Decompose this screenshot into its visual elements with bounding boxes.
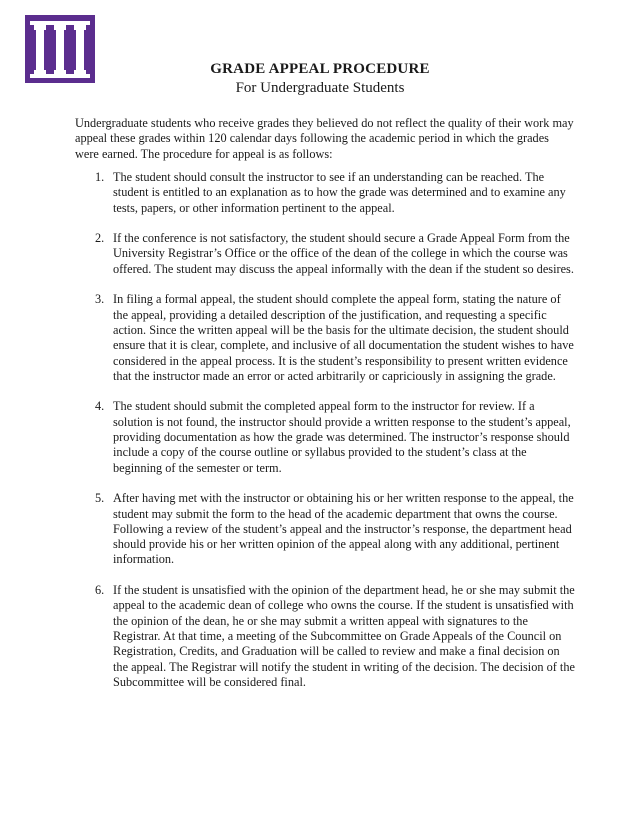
step-text: The student should consult the instructor to see if an understanding can be reached. The student is entitled to an explanation as to how the grade was determined and to examine any tests, papers, or other information pertinent to the appeal. [113,170,566,215]
step-number: 1. [95,170,105,184]
step-number: 3. [95,292,105,307]
step-text: If the conference is not satisfactory, the student should secure a Grade Appeal Form from the University Registrar’s Office or the office of the dean of the college in which the course was offered. The student may discuss the appeal informally with the dean if the student so desires. [113,231,574,276]
step-text: The student should submit the completed appeal form to the instructor for review. If a solution is not found, the instructor should provide a written response to the student’s appeal, providing documentation as how the grade was determined. The instructor’s response should include a copy of the course outline or syllabus provided to the student’s class at the beginning of the semester or term. [113,399,571,475]
procedure-step-2 [75,231,575,277]
page-subtitle: For Undergraduate Students [235,80,405,96]
procedure-step-5 [75,491,575,567]
step-number: 6. [95,583,105,598]
step-number: 4. [95,399,105,414]
procedure-step-6 [75,583,575,690]
title-block [0,60,640,97]
step-number: 5. [95,491,105,506]
step-number: 2. [95,231,105,246]
procedure-step-1 [75,170,575,216]
intro-paragraph: Undergraduate students who receive grades they believed do not reflect the quality of their work may appeal these grades within 120 calendar days following the academic period in which the grades were earned. The procedure for appeal is as follows: [75,116,574,161]
page-title: GRADE APPEAL PROCEDURE [210,61,430,77]
procedure-step-3 [75,292,575,384]
step-text: After having met with the instructor or obtaining his or her written response to the appeal, the student may submit the form to the head of the academic department that owns the course. Following a review of the student’s appeal and the instructor’s response, the department head should provide his or her written opinion of the appeal along with any additional, pertinent information. [113,491,574,567]
step-text: In filing a formal appeal, the student should complete the appeal form, stating the nature of the appeal, providing a detailed description of the justification, and requesting a specific action. Since the written appeal will be the basis for the ultimate decision, the student should ensure that it is clear, complete, and inclusive of all documentation the student wishes to have considered in the appeal process. It is the student’s responsibility to present written evidence that the instructor made an error or acted arbitrarily or capriciously in assigning the grade. [113,292,574,383]
step-text: If the student is unsatisfied with the opinion of the department head, he or she may submit the appeal to the academic dean of college who owns the course. If the student is unsatisfied with the opinion of the dean, he or she may submit a written appeal with signatures to the Registrar. At that time, a meeting of the Subcommittee on Grade Appeals of the Council on Registration, Credits, and Graduation will be called to review and make a final decision on the appeal. The Registrar will notify the student in writing of the decision. The decision of the Subcommittee will be considered final. [113,583,575,689]
procedure-step-4 [75,399,575,475]
procedure-steps-list [75,170,575,705]
